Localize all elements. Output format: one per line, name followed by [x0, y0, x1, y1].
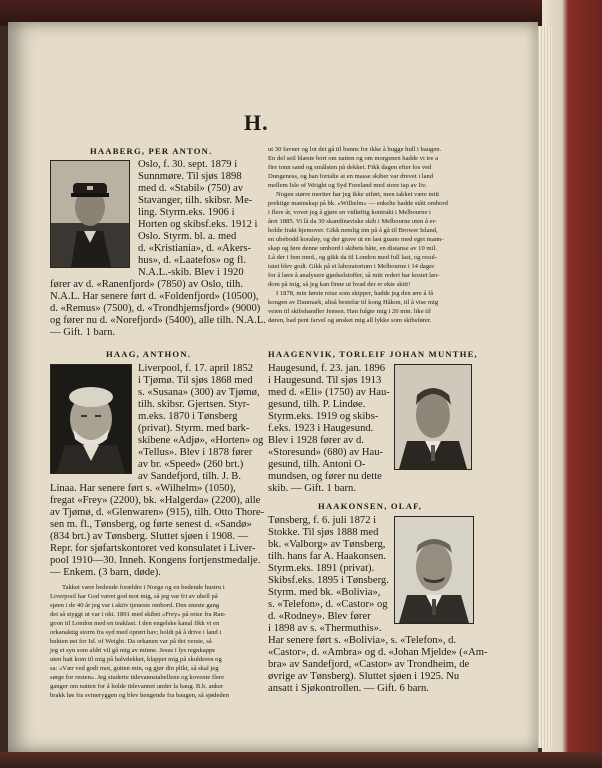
note-line: bukten øst for Isl. of Weight. Da orkanen var på det verste, så: [50, 638, 212, 645]
bio-line: av Tjømø, d. «Glenwaren» (915), tilh. Otto Thore-: [50, 507, 265, 518]
bio-line: bk. «Valborg» av Tønsberg,: [268, 539, 386, 550]
bio-line: skib. — Gift. 1 barn.: [268, 483, 356, 494]
bio-line: ansatt i Sjøkontrollen. — Gift. 6 barn.: [268, 683, 429, 694]
bio-line: «Castor», d. «Ambra» og d. «Johan Mjelde» («Am-: [268, 647, 488, 658]
note-line: jeg et syn som aldri vil gå mig av minne. Jesus i lys regnkappe: [50, 647, 216, 654]
portrait-haagenvik: [394, 364, 472, 470]
note-line: goon til London med en teaklast. I den engelske kanal fikk vi en: [50, 620, 220, 627]
bio-line: gesund, tilh. P. Lindøe.: [268, 399, 366, 410]
entry-heading-haakonsen: HAAKONSEN, OLAF,: [318, 501, 423, 511]
bio-line: d. «Remus» (7500), d. «Trondhjemsfjord» (9000): [50, 303, 261, 314]
portrait-haag-image: [51, 365, 131, 473]
note-line: det så styggt ut var i okt. 1891 med skibet «Frey» på reise fra Ran-: [50, 611, 226, 618]
bio-line: Blev i 1928 fører av d.: [268, 435, 364, 446]
bio-line: Stokke. Til sjøs 1888 med: [268, 527, 379, 538]
portrait-haakonsen-image: [395, 517, 473, 623]
bio-line: Tønsberg, f. 6. juli 1872 i: [268, 515, 377, 526]
bio-line: Haugesund, f. 23. jan. 1896: [268, 363, 386, 374]
bio-line: hus», d. «Laatefos» og fl.: [138, 255, 246, 266]
note-line: døren, bad pent farvel og ønsket mig all lykke som skibsfører.: [268, 317, 432, 324]
note-line: Takket være bedende forældre i Norge og en bedende hustru i: [62, 584, 225, 591]
bio-line: med d. «Eli» (1750) av Hau-: [268, 387, 390, 398]
bio-line: fregat «Frey» (2200), bk. «Halgerda» (2200), alle: [50, 495, 261, 506]
bio-line: bra» av Sandefjord, «Castor» av Trondheim, de: [268, 659, 470, 670]
note-line: Nogen større meriter har jeg ikke utført, men takket være mitt: [276, 191, 440, 198]
bio-line: (834 brt.) av Tønsberg. Sluttet sjøen i 1908. —: [50, 531, 249, 542]
bio-line: skibene «Adjø», «Horten» og: [138, 435, 264, 446]
bio-line: i Haugesund. Til sjøs 1913: [268, 375, 382, 386]
bio-line: mundsen, og fører nu dette: [268, 471, 382, 482]
bio-line: Linaa. Har senere ført s. «Wilhelm» (1050),: [50, 483, 236, 494]
bio-line: Har senere ført s. «Bolivia», s. «Telefon», d.: [268, 635, 457, 646]
page-edges: [536, 26, 552, 748]
bio-line: og fører nu d. «Norefjord» (5400), alle tilh. N.A.L.: [50, 315, 266, 326]
bio-line: Stavanger, tilh. skibsr. Me-: [138, 195, 253, 206]
note-line: ganger om natten for å holde tidevannet under la baug. B.b. anker: [50, 683, 224, 690]
bio-line: Skibsf.eks. 1895 i Tønsberg.: [268, 575, 389, 586]
bio-line: — Gift. 1 barn.: [50, 327, 116, 338]
note-line: veien til skibshandler Jensen. Han fulgte mig i 20 min. like til: [268, 308, 431, 315]
note-line: orkanaktig storm fra syd med oprørt hav; holdt på å drive i land i: [50, 629, 222, 636]
note-line: Dungeness, og han fortalte at en masse skiber var drevet i land: [268, 173, 434, 180]
section-letter: H.: [244, 110, 269, 135]
bio-line: tilh. hans far A. Haakonsen.: [268, 551, 386, 562]
bio-line: gesund, tilh. Antoni O-: [268, 459, 366, 470]
bio-line: av Sandefjord, tilh. J. B.: [138, 471, 241, 482]
note-line: brakk løs fra svineryggen og blev hengende fra baugen, så sjødeden: [50, 692, 229, 699]
portrait-haagenvik-image: [395, 365, 471, 469]
bio-line: i Tjømø. Til sjøs 1868 med: [138, 375, 253, 386]
book-binding-bottom: [0, 752, 602, 768]
note-line: dom på mig, så jeg kan finne ut hvad der er ekte skitt!: [268, 281, 411, 288]
bio-line: av br. «Speed» (260 brt.): [138, 459, 244, 470]
note-line: sjøen i de 40 år jeg var i aktiv tjeneste ombord. Den eneste gang: [50, 602, 220, 609]
bio-line: d. «Rodney». Blev fører: [268, 611, 371, 622]
bio-line: Styrm. med bk. «Bolivia»,: [268, 587, 381, 598]
note-line: tatet blev godt. Gikk på et laboratorium i Melbourne i 14 dager: [268, 263, 435, 270]
bio-line: d. «Kristiania», d. «Akers-: [138, 243, 251, 254]
bio-line: fører av d. «Ranenfjord» (7850) av Oslo, tilh.: [50, 279, 243, 290]
bio-line: pool 1910—30. Inneh. Kongens fortjenstmedalje.: [50, 555, 261, 566]
note-line: mellem Isle of Weight og Syd Foreland med store tap av liv.: [268, 182, 427, 189]
bio-line: Styrm.eks. 1919 og skibs-: [268, 411, 379, 422]
note-line: En del seil blæste bort om natten og om morgenen hadde vi tre a: [268, 155, 438, 162]
bio-line: m.eks. 1870 i Tønsberg: [138, 411, 238, 422]
bio-line: N.A.L. Har senere ført d. «Foldenfjord» (10500),: [50, 291, 259, 302]
note-line: skap og føre denne ombord i skibets båte, en distanse av 10 mil.: [268, 245, 437, 252]
bio-line: Sunnmøre. Til sjøs 1898: [138, 171, 242, 182]
portrait-haaberg-image: [51, 161, 129, 267]
portrait-haaberg: [50, 160, 130, 268]
note-line: I 1878, min første reise som skipper, hadde jeg den ære å få: [276, 290, 434, 297]
note-line: uten hatt kom til mig på halvdekket, klappet mig på skulderen og: [50, 656, 222, 663]
bio-line: i 1898 av s. «Thermuthis».: [268, 623, 382, 634]
bio-line: tilh. skibsr. Gjertsen. Styr-: [138, 399, 250, 410]
bio-line: «Storesund» (680) av Hau-: [268, 447, 384, 458]
entry-heading-haagenvik: HAAGENVIK, TORLEIF JOHAN MUNTHE,: [268, 349, 478, 359]
note-line: holde frakt hjemover. Gikk nemlig inn på å gå til Brower Island,: [268, 227, 438, 234]
bio-line: f.eks. 1923 i Haugesund.: [268, 423, 374, 434]
portrait-haakonsen: [394, 516, 474, 624]
bio-line: sen m. fl., Tønsberg, og førte senest d. «Sandø»: [50, 519, 252, 530]
note-line: sørge for resten». Jeg studerte tidevannstabellene og kovente flere: [50, 674, 225, 681]
entry-heading-haag: HAAG, ANTHON.: [106, 349, 192, 359]
note-line: en ubebodd koraløy, og der grave ut en last guano med eget mann-: [268, 236, 444, 243]
note-line: prektige mannskap på bk. «Wilhelm» — enkelte hadde stått ombord: [268, 200, 448, 207]
portrait-haag: [50, 364, 132, 474]
bio-line: (privat). Styrm. med bark-: [138, 423, 250, 434]
bio-line: Liverpool, f. 17. april 1852: [138, 363, 254, 374]
note-line: i flere år, vovet jeg å gjøre en vidløftig kontrakt i Melbourne i: [268, 209, 431, 216]
note-line: kongen av Danmark, altså bestefar til kong Håkon, til å vise mig: [268, 299, 439, 306]
bio-line: Oslo. Styrm. bl. a. med: [138, 231, 237, 242]
note-line: ut 30 favner og lot det gå til bunns for ikke å hugge hull i baugen.: [268, 146, 442, 153]
bio-line: Styrm.eks. 1891 (privat).: [268, 563, 375, 574]
bio-line: Repr. for sjøfartskontoret ved konsulatet i Liver-: [50, 543, 256, 554]
entry-heading-haaberg: HAABERG, PER ANTON.: [90, 146, 213, 156]
bio-line: med d. «Stabil» (750) av: [138, 183, 244, 194]
note-line: Liverpool har God været god mot mig, så jeg var fri av uhell på: [50, 593, 218, 600]
bio-line: øvrige av Tønsberg). Sluttet sjøen i 1925. Nu: [268, 671, 460, 682]
bio-line: ling. Styrm.eks. 1906 i: [138, 207, 235, 218]
note-line: for å lære å analysere gjødselstoffer, så mitt rederi har kostet lær-: [268, 272, 440, 279]
bio-line: N.A.L.-skib. Blev i 1920: [138, 267, 244, 278]
bio-line: Oslo, f. 30. sept. 1879 i: [138, 159, 238, 170]
note-line: fire tonn sand og smålsten på dekket. Fikk dagen efter los ved: [268, 164, 432, 171]
note-line: sa: «Vær ved godt mot, gutten min, og gjør din plikt, så skal jeg: [50, 665, 219, 672]
bio-line: — Enkem. (3 barn, døde).: [50, 567, 161, 578]
bio-line: «Tellus». Blev i 1878 fører: [138, 447, 253, 458]
note-line: året 1885. Vi lå da 30 skandinaviske skib i Melbourne uten å er-: [268, 218, 437, 225]
bio-line: s. «Susana» (300) av Tjømø,: [138, 387, 260, 398]
bio-line: Horten og skibsf.eks. 1912 i: [138, 219, 258, 230]
bio-line: s. «Telefon», d. «Castor» og: [268, 599, 388, 610]
note-line: Lå der i fem mnd., og gikk da til London med full last, og resul-: [268, 254, 438, 261]
